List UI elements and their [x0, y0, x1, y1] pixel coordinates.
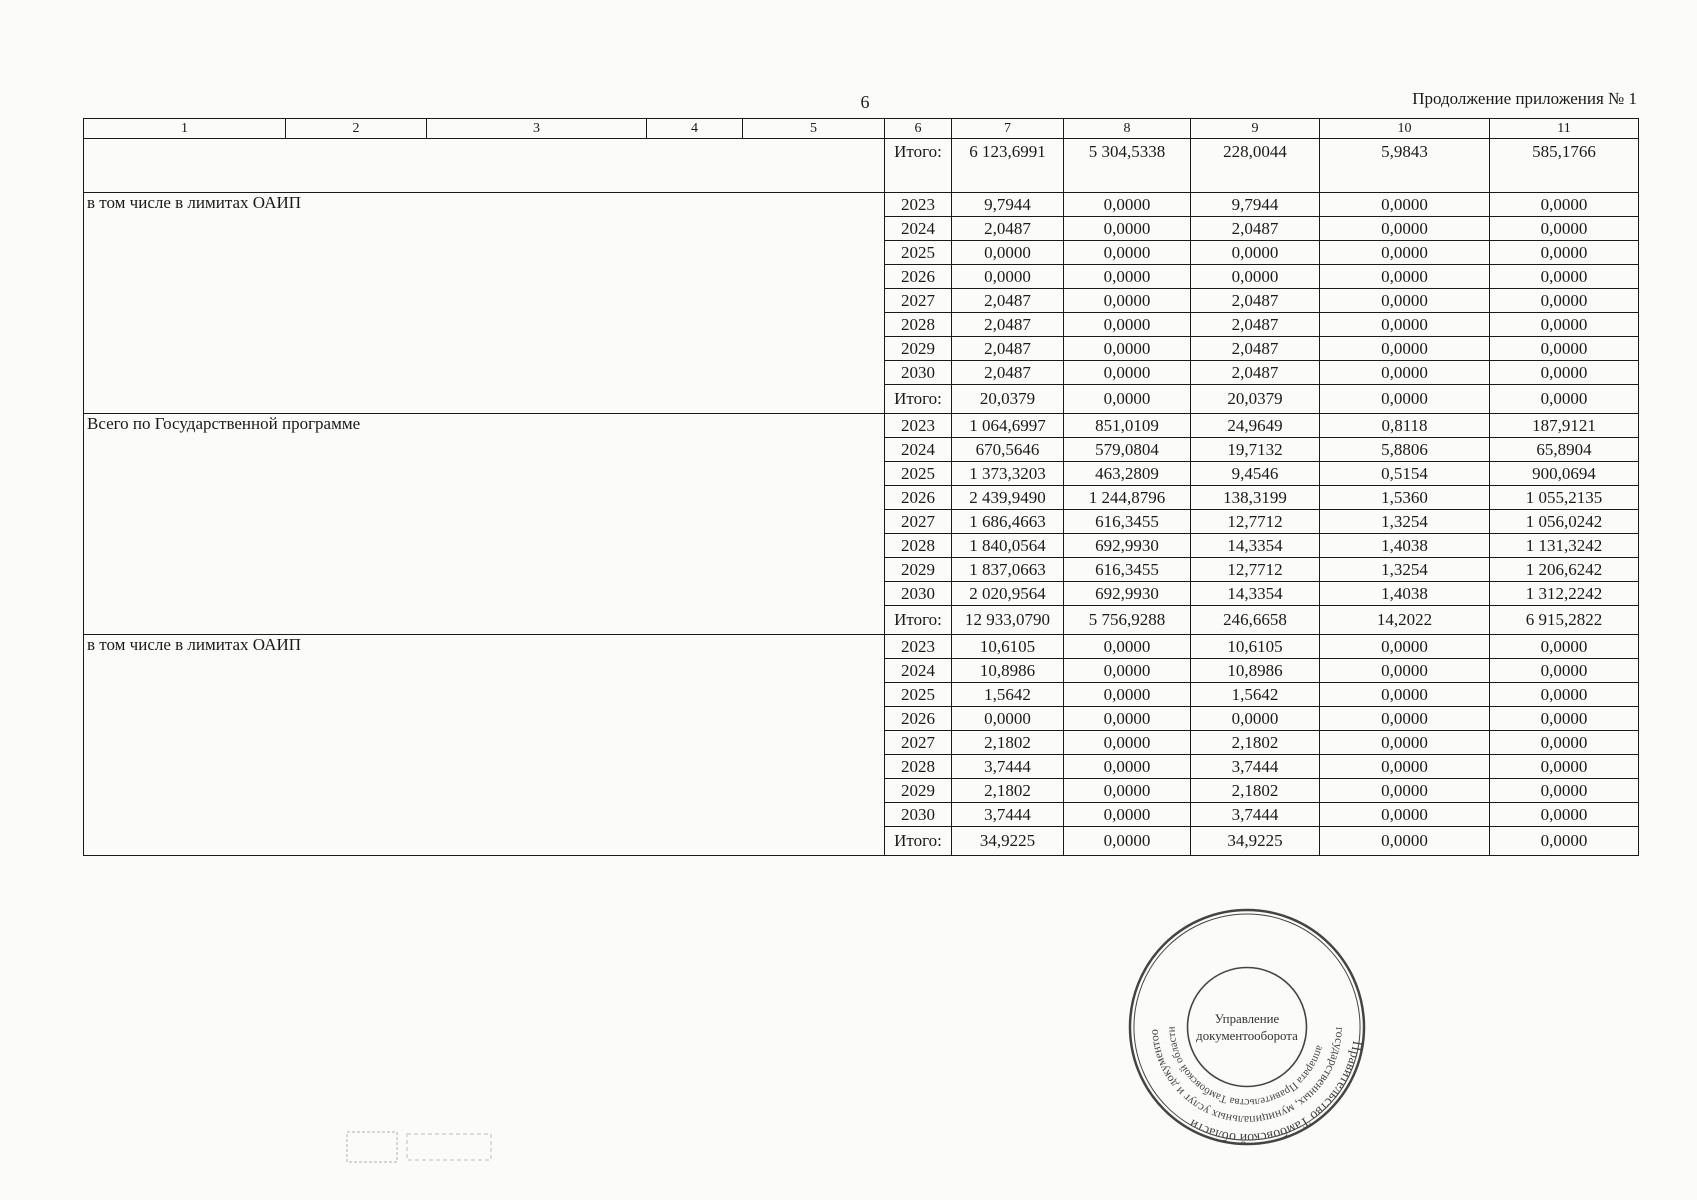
amount-cell: 0,0000	[952, 707, 1064, 731]
amount-cell: 34,9225	[952, 827, 1064, 856]
column-number-cell: 7	[952, 119, 1064, 139]
seal-inner-text: аппарата Правительства Тамбовской области	[1165, 1026, 1326, 1109]
amount-cell: 138,3199	[1191, 486, 1320, 510]
column-number-cell: 1	[84, 119, 286, 139]
amount-cell: 670,5646	[952, 438, 1064, 462]
continuation-heading: Продолжение приложения № 1	[1412, 89, 1637, 108]
amount-cell: 1 055,2135	[1490, 486, 1639, 510]
amount-cell: 14,3354	[1191, 582, 1320, 606]
amount-cell: 3,7444	[952, 803, 1064, 827]
amount-cell: 5,8806	[1320, 438, 1490, 462]
amount-cell: 0,0000	[1490, 683, 1639, 707]
amount-cell: 20,0379	[952, 385, 1064, 414]
amount-cell: 2,0487	[952, 337, 1064, 361]
amount-cell: 0,0000	[1064, 755, 1191, 779]
amount-cell: 1,3254	[1320, 558, 1490, 582]
amount-cell: 1,4038	[1320, 534, 1490, 558]
amount-cell: 2,0487	[1191, 313, 1320, 337]
amount-cell: 0,0000	[1064, 803, 1191, 827]
amount-cell: 1 131,3242	[1490, 534, 1639, 558]
amount-cell: 579,0804	[1064, 438, 1191, 462]
amount-cell: 20,0379	[1191, 385, 1320, 414]
year-cell: 2028	[885, 755, 952, 779]
amount-cell: 0,0000	[1320, 659, 1490, 683]
year-cell: 2030	[885, 803, 952, 827]
amount-cell: 2,0487	[952, 361, 1064, 385]
amount-cell: 19,7132	[1191, 438, 1320, 462]
column-number-cell: 10	[1320, 119, 1490, 139]
year-cell: 2025	[885, 683, 952, 707]
year-cell: 2024	[885, 659, 952, 683]
amount-cell: 10,8986	[1191, 659, 1320, 683]
amount-cell: 6 915,2822	[1490, 606, 1639, 635]
amount-cell: 0,0000	[1490, 803, 1639, 827]
amount-cell: 9,4546	[1191, 462, 1320, 486]
amount-cell: 0,0000	[1490, 337, 1639, 361]
amount-cell: 1,4038	[1320, 582, 1490, 606]
amount-cell: 1 373,3203	[952, 462, 1064, 486]
seal-center-line-2: документооборота	[1196, 1028, 1298, 1043]
column-number-row	[84, 119, 1639, 139]
column-number-cell: 6	[885, 119, 952, 139]
amount-cell: 0,0000	[1490, 265, 1639, 289]
total-label: Итого:	[885, 606, 952, 635]
year-cell: 2025	[885, 241, 952, 265]
amount-cell: 0,0000	[1064, 193, 1191, 217]
amount-cell: 2,0487	[1191, 337, 1320, 361]
amount-cell: 0,0000	[1064, 731, 1191, 755]
section-title: Всего по Государственной программе	[84, 414, 885, 635]
amount-cell: 851,0109	[1064, 414, 1191, 438]
amount-cell: 2,0487	[952, 289, 1064, 313]
amount-cell: 14,3354	[1191, 534, 1320, 558]
amount-cell: 0,0000	[1320, 337, 1490, 361]
amount-cell: 2,0487	[952, 313, 1064, 337]
amount-cell: 2,1802	[1191, 731, 1320, 755]
column-number-cell: 9	[1191, 119, 1320, 139]
amount-cell: 2,0487	[1191, 361, 1320, 385]
amount-cell: 0,0000	[952, 241, 1064, 265]
year-cell: 2030	[885, 582, 952, 606]
amount-cell: 2,1802	[1191, 779, 1320, 803]
column-number-cell: 2	[286, 119, 427, 139]
year-cell: 2025	[885, 462, 952, 486]
seal-outer-text: Правительство Тамбовской области	[1187, 1039, 1365, 1146]
amount-cell: 1 056,0242	[1490, 510, 1639, 534]
top-total-label-area	[84, 139, 885, 193]
year-cell: 2023	[885, 193, 952, 217]
amount-cell: 0,0000	[1064, 659, 1191, 683]
table-row	[84, 635, 1639, 659]
amount-cell: 0,0000	[1191, 241, 1320, 265]
amount-cell: 0,0000	[1064, 683, 1191, 707]
table-row	[84, 193, 1639, 217]
top-total-value: 6 123,6991	[952, 139, 1064, 193]
amount-cell: 463,2809	[1064, 462, 1191, 486]
amount-cell: 0,0000	[1490, 313, 1639, 337]
amount-cell: 0,0000	[1320, 241, 1490, 265]
amount-cell: 0,0000	[1064, 361, 1191, 385]
section-title: в том числе в лимитах ОАИП	[84, 635, 885, 856]
column-number-cell: 4	[647, 119, 743, 139]
top-total-label: Итого:	[885, 139, 952, 193]
year-cell: 2026	[885, 486, 952, 510]
amount-cell: 12 933,0790	[952, 606, 1064, 635]
budget-table	[83, 118, 1639, 856]
year-cell: 2024	[885, 438, 952, 462]
amount-cell: 0,0000	[1064, 337, 1191, 361]
amount-cell: 0,0000	[1490, 731, 1639, 755]
amount-cell: 0,0000	[1490, 241, 1639, 265]
amount-cell: 3,7444	[1191, 803, 1320, 827]
faint-stamp-mark	[345, 1128, 495, 1168]
amount-cell: 0,0000	[1191, 707, 1320, 731]
amount-cell: 1,3254	[1320, 510, 1490, 534]
amount-cell: 0,0000	[1064, 241, 1191, 265]
amount-cell: 0,0000	[1320, 779, 1490, 803]
amount-cell: 0,0000	[1320, 289, 1490, 313]
amount-cell: 616,3455	[1064, 510, 1191, 534]
top-total-value: 585,1766	[1490, 139, 1639, 193]
amount-cell: 0,0000	[1064, 265, 1191, 289]
top-total-value: 228,0044	[1191, 139, 1320, 193]
total-label: Итого:	[885, 827, 952, 856]
column-number-cell: 8	[1064, 119, 1191, 139]
year-cell: 2024	[885, 217, 952, 241]
year-cell: 2028	[885, 313, 952, 337]
amount-cell: 0,0000	[1320, 361, 1490, 385]
amount-cell: 24,9649	[1191, 414, 1320, 438]
amount-cell: 0,5154	[1320, 462, 1490, 486]
amount-cell: 0,0000	[1320, 755, 1490, 779]
amount-cell: 0,0000	[1320, 803, 1490, 827]
amount-cell: 0,0000	[1064, 707, 1191, 731]
year-cell: 2028	[885, 534, 952, 558]
amount-cell: 0,0000	[1064, 289, 1191, 313]
amount-cell: 1,5642	[952, 683, 1064, 707]
amount-cell: 0,0000	[1064, 779, 1191, 803]
year-cell: 2026	[885, 707, 952, 731]
amount-cell: 0,0000	[1490, 217, 1639, 241]
amount-cell: 0,0000	[1191, 265, 1320, 289]
amount-cell: 1 244,8796	[1064, 486, 1191, 510]
amount-cell: 0,0000	[1320, 731, 1490, 755]
amount-cell: 2,0487	[1191, 217, 1320, 241]
amount-cell: 14,2022	[1320, 606, 1490, 635]
amount-cell: 2 020,9564	[952, 582, 1064, 606]
amount-cell: 1 686,4663	[952, 510, 1064, 534]
amount-cell: 0,0000	[1490, 289, 1639, 313]
column-number-cell: 5	[743, 119, 885, 139]
amount-cell: 0,0000	[1320, 683, 1490, 707]
amount-cell: 0,0000	[1064, 635, 1191, 659]
amount-cell: 0,0000	[1490, 707, 1639, 731]
amount-cell: 0,0000	[1064, 313, 1191, 337]
amount-cell: 5 756,9288	[1064, 606, 1191, 635]
amount-cell: 10,6105	[952, 635, 1064, 659]
amount-cell: 9,7944	[1191, 193, 1320, 217]
amount-cell: 1 312,2242	[1490, 582, 1639, 606]
year-cell: 2030	[885, 361, 952, 385]
amount-cell: 12,7712	[1191, 558, 1320, 582]
amount-cell: 0,0000	[1064, 827, 1191, 856]
amount-cell: 0,0000	[1320, 827, 1490, 856]
page-number: 6	[860, 92, 870, 112]
year-cell: 2026	[885, 265, 952, 289]
section-title: в том числе в лимитах ОАИП	[84, 193, 885, 414]
top-total-value: 5 304,5338	[1064, 139, 1191, 193]
amount-cell: 616,3455	[1064, 558, 1191, 582]
amount-cell: 65,8904	[1490, 438, 1639, 462]
amount-cell: 10,8986	[952, 659, 1064, 683]
amount-cell: 0,0000	[1490, 385, 1639, 414]
year-cell: 2029	[885, 779, 952, 803]
amount-cell: 0,0000	[1064, 217, 1191, 241]
amount-cell: 3,7444	[952, 755, 1064, 779]
seal-middle-text: государственных, муниципальных услуг и документоо	[1146, 1026, 1348, 1128]
amount-cell: 0,0000	[1490, 193, 1639, 217]
amount-cell: 2,1802	[952, 779, 1064, 803]
amount-cell: 10,6105	[1191, 635, 1320, 659]
year-cell: 2027	[885, 510, 952, 534]
amount-cell: 2 439,9490	[952, 486, 1064, 510]
amount-cell: 0,0000	[952, 265, 1064, 289]
amount-cell: 0,0000	[1320, 265, 1490, 289]
amount-cell: 1,5642	[1191, 683, 1320, 707]
amount-cell: 0,0000	[1320, 193, 1490, 217]
year-cell: 2023	[885, 635, 952, 659]
amount-cell: 0,0000	[1490, 635, 1639, 659]
amount-cell: 2,0487	[952, 217, 1064, 241]
amount-cell: 1,5360	[1320, 486, 1490, 510]
amount-cell: 1 837,0663	[952, 558, 1064, 582]
amount-cell: 0,0000	[1490, 755, 1639, 779]
year-cell: 2029	[885, 337, 952, 361]
amount-cell: 0,0000	[1320, 217, 1490, 241]
amount-cell: 1 064,6997	[952, 414, 1064, 438]
amount-cell: 2,1802	[952, 731, 1064, 755]
amount-cell: 0,0000	[1320, 385, 1490, 414]
amount-cell: 0,0000	[1064, 385, 1191, 414]
amount-cell: 34,9225	[1191, 827, 1320, 856]
amount-cell: 0,0000	[1490, 659, 1639, 683]
amount-cell: 0,0000	[1490, 827, 1639, 856]
amount-cell: 900,0694	[1490, 462, 1639, 486]
column-number-cell: 3	[427, 119, 647, 139]
amount-cell: 2,0487	[1191, 289, 1320, 313]
amount-cell: 0,0000	[1490, 779, 1639, 803]
amount-cell: 1 840,0564	[952, 534, 1064, 558]
amount-cell: 12,7712	[1191, 510, 1320, 534]
column-number-cell: 11	[1490, 119, 1639, 139]
year-cell: 2029	[885, 558, 952, 582]
top-total-value: 5,9843	[1320, 139, 1490, 193]
table-row	[84, 414, 1639, 438]
seal-center-line-1: Управление	[1214, 1012, 1280, 1027]
amount-cell: 692,9930	[1064, 582, 1191, 606]
amount-cell: 0,0000	[1490, 361, 1639, 385]
top-total-row	[84, 139, 1639, 193]
amount-cell: 246,6658	[1191, 606, 1320, 635]
official-seal	[1128, 908, 1366, 1146]
amount-cell: 1 206,6242	[1490, 558, 1639, 582]
year-cell: 2023	[885, 414, 952, 438]
amount-cell: 0,0000	[1320, 635, 1490, 659]
amount-cell: 9,7944	[952, 193, 1064, 217]
amount-cell: 0,8118	[1320, 414, 1490, 438]
amount-cell: 3,7444	[1191, 755, 1320, 779]
amount-cell: 187,9121	[1490, 414, 1639, 438]
total-label: Итого:	[885, 385, 952, 414]
amount-cell: 692,9930	[1064, 534, 1191, 558]
amount-cell: 0,0000	[1320, 313, 1490, 337]
year-cell: 2027	[885, 731, 952, 755]
amount-cell: 0,0000	[1320, 707, 1490, 731]
year-cell: 2027	[885, 289, 952, 313]
